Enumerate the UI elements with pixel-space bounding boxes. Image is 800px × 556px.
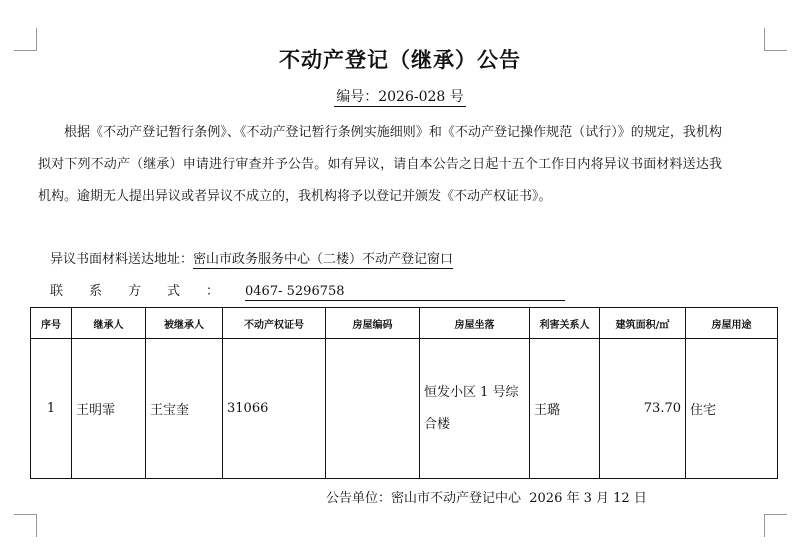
document-title: 不动产登记（继承）公告: [279, 48, 521, 72]
cell-location: 恒发小区 1 号综合楼: [420, 339, 530, 479]
table-row: [31, 339, 778, 479]
objection-address-line: [50, 248, 453, 267]
cell-decedent: 王宝奎: [146, 339, 223, 479]
issuing-unit-and-date: 公告单位：密山市不动产登记中心 2026 年 3 月 12 日: [326, 491, 647, 506]
objection-address-label: 异议书面材料送达地址：: [50, 252, 194, 267]
crop-mark-bottom-left: [14, 514, 37, 537]
header-interested-party: 利害关系人: [530, 308, 600, 339]
cell-house-code: [326, 339, 420, 479]
header-decedent: 被继承人: [146, 308, 223, 339]
contact-label: 联系方式：: [50, 284, 246, 299]
body-paragraph: 根据《不动产登记暂行条例》、《不动产登记暂行条例实施细则》和《不动产登记操作规范（试行）》的规定，我机构拟对下列不动产（继承）申请进行审查并予公告。如有异议，请自本公告之日起十五个工作日内将异议书面材料送达我机构。逾期无人提出异议或者异议不成立的，我机构将予以登记并颁发《不动产权证书》。: [38, 125, 722, 204]
contact-value: 0467- 5296758: [245, 284, 565, 301]
announcement-body: [38, 117, 722, 213]
header-area: 建筑面积/㎡: [600, 308, 686, 339]
header-heir: 继承人: [72, 308, 146, 339]
header-usage: 房屋用途: [686, 308, 778, 339]
table-header-row: [31, 308, 778, 339]
cell-cert-no: 31066: [223, 339, 326, 479]
crop-mark-bottom-right: [764, 514, 787, 537]
header-seq: 序号: [31, 308, 72, 339]
cell-area: 73.70: [600, 339, 686, 479]
objection-address-value: 密山市政务服务中心（二楼）不动产登记窗口: [193, 252, 454, 267]
document-number: 编号：2026-028 号: [336, 89, 464, 105]
cell-heir: 王明霏: [72, 339, 146, 479]
header-house-code: 房屋编码: [326, 308, 420, 339]
cell-interested-party: 王璐: [530, 339, 600, 479]
cell-usage: 住宅: [686, 339, 778, 479]
header-location: 房屋坐落: [420, 308, 530, 339]
registration-table: [30, 307, 778, 479]
header-cert-no: 不动产权证号: [223, 308, 326, 339]
cell-seq: 1: [31, 339, 72, 479]
contact-line: [50, 280, 565, 301]
